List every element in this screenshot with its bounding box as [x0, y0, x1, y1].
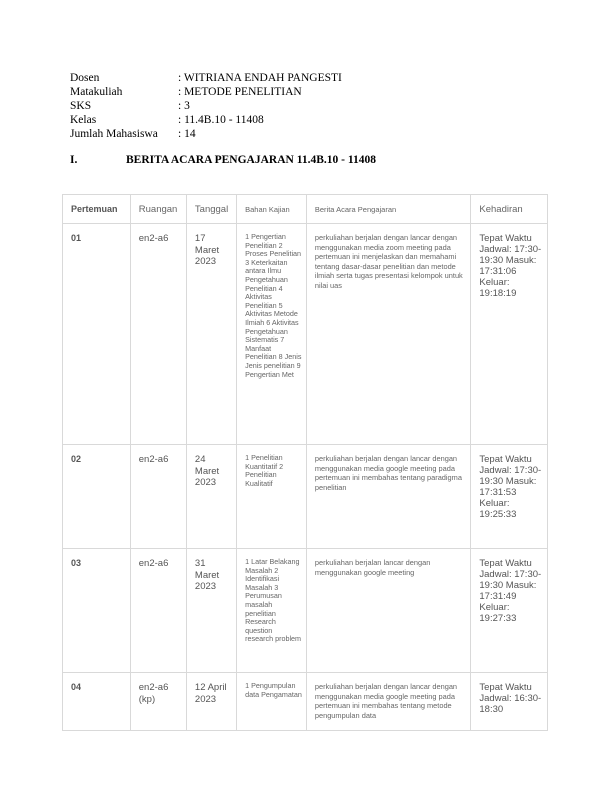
- header-bahan-kajian: Bahan Kajian: [237, 195, 307, 224]
- header-ruangan: Ruangan: [130, 195, 186, 224]
- cell-kehadiran: Tepat Waktu Jadwal: 17:30-19:30 Masuk: 17:31:06 Keluar: 19:18:19: [471, 224, 548, 445]
- section-title: BERITA ACARA PENGAJARAN 11.4B.10 - 11408: [126, 154, 376, 166]
- cell-pertemuan: 03: [63, 549, 131, 673]
- info-label: SKS: [70, 100, 92, 112]
- info-label: Jumlah Mahasiswa: [70, 128, 158, 140]
- cell-berita-acara: perkuliahan berjalan dengan lancar dengan menggunakan media zoom meeting pada pertemuan ini menjelaskan dan memahami tentang dasar-dasar penelitian dan metode ilmiah serta tugas presentasi kelompok untuk nilai uas: [306, 224, 471, 445]
- info-value: : WITRIANA ENDAH PANGESTI: [178, 72, 342, 84]
- header-pertemuan: Pertemuan: [63, 195, 131, 224]
- cell-ruangan: en2-a6: [130, 224, 186, 445]
- cell-bahan-kajian: 1 Penelitian Kuantitatif 2 Penelitian Kualitatif: [237, 445, 307, 549]
- cell-bahan-kajian: 1 Latar Belakang Masalah 2 Identifikasi Masalah 3 Perumusan masalah penelitian Research question research problem: [237, 549, 307, 673]
- course-info: [70, 71, 342, 141]
- cell-ruangan: en2-a6 (kp): [130, 673, 186, 731]
- info-label: Matakuliah: [70, 86, 123, 98]
- cell-pertemuan: 04: [63, 673, 131, 731]
- info-label: Kelas: [70, 114, 97, 126]
- cell-tanggal: 24 Maret 2023: [186, 445, 236, 549]
- table-row: [63, 445, 548, 549]
- cell-ruangan: en2-a6: [130, 445, 186, 549]
- header-tanggal: Tanggal: [186, 195, 236, 224]
- cell-berita-acara: perkuliahan berjalan lancar dengan menggunakan google meeting: [306, 549, 471, 673]
- header-berita-acara: Berita Acara Pengajaran: [306, 195, 471, 224]
- info-row-matakuliah: [70, 85, 342, 99]
- info-label: Dosen: [70, 72, 100, 84]
- table-row: [63, 549, 548, 673]
- cell-berita-acara: perkuliahan berjalan dengan lancar dengan menggunakan media google meeting pada pertemuan ini membahas tentang paradigma penelitian: [306, 445, 471, 549]
- cell-tanggal: 31 Maret 2023: [186, 549, 236, 673]
- cell-bahan-kajian: 1 Pengertian Penelitian 2 Proses Penelitian 3 Keterkaitan antara Ilmu Pengetahuan Penelitian 4 Aktivitas Penelitian 5 Aktivitas Metode Ilmiah 6 Aktivitas Pengetahuan Sistematis 7 Manfaat Penelitian 8 Jenis Jenis penelitian 9 Pengertian Met: [237, 224, 307, 445]
- cell-kehadiran: Tepat Waktu Jadwal: 16:30-18:30: [471, 673, 548, 731]
- info-value: : 3: [178, 100, 190, 112]
- info-row-dosen: [70, 71, 342, 85]
- info-row-jumlah-mahasiswa: [70, 127, 342, 141]
- cell-bahan-kajian: 1 Pengumpulan data Pengamatan: [237, 673, 307, 731]
- table-row: [63, 673, 548, 731]
- header-kehadiran: Kehadiran: [471, 195, 548, 224]
- table-row: [63, 224, 548, 445]
- cell-pertemuan: 02: [63, 445, 131, 549]
- info-row-sks: [70, 99, 342, 113]
- teaching-record-table: [62, 194, 548, 731]
- cell-pertemuan: 01: [63, 224, 131, 445]
- cell-tanggal: 12 April 2023: [186, 673, 236, 731]
- cell-kehadiran: Tepat Waktu Jadwal: 17:30-19:30 Masuk: 17:31:53 Keluar: 19:25:33: [471, 445, 548, 549]
- info-value: : 11.4B.10 - 11408: [178, 114, 264, 126]
- cell-tanggal: 17 Maret 2023: [186, 224, 236, 445]
- cell-berita-acara: perkuliahan berjalan dengan lancar dengan menggunakan media google meeting pada pertemuan ini membahas tentang metode pengumpulan data: [306, 673, 471, 731]
- info-row-kelas: [70, 113, 342, 127]
- section-heading: [70, 154, 376, 166]
- cell-ruangan: en2-a6: [130, 549, 186, 673]
- table-header-row: [63, 195, 548, 224]
- cell-kehadiran: Tepat Waktu Jadwal: 17:30-19:30 Masuk: 17:31:49 Keluar: 19:27:33: [471, 549, 548, 673]
- info-value: : 14: [178, 128, 196, 140]
- info-value: : METODE PENELITIAN: [178, 86, 302, 98]
- section-number: I.: [70, 154, 78, 166]
